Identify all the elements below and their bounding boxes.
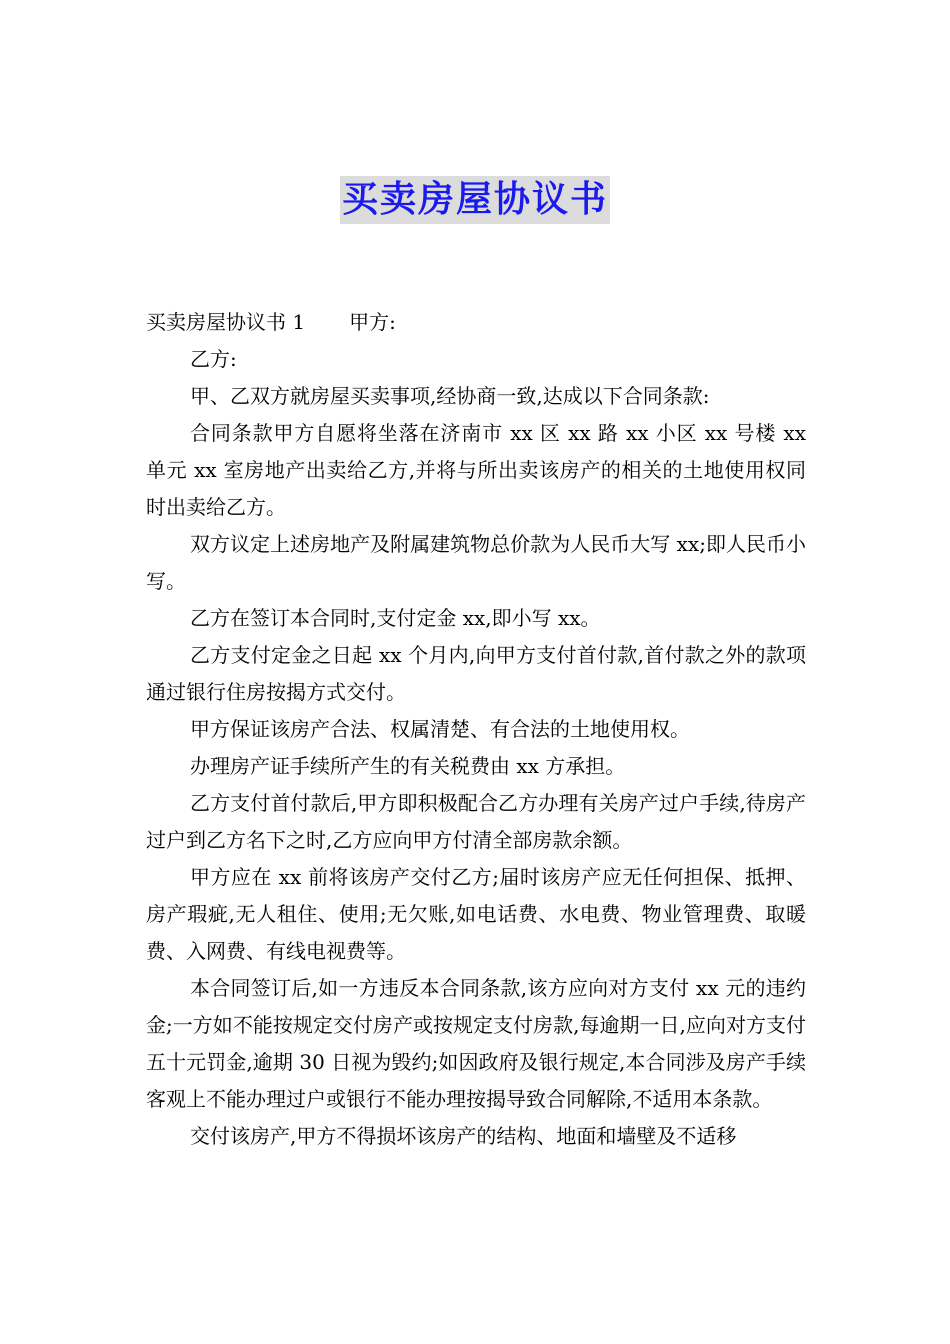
document-body [146,304,806,1155]
paragraph-breach-clause: 本合同签订后,如一方违反本合同条款,该方应向对方支付 xx 元的违约金;一方如不能按规定交付房产或按规定支付房款,每逾期一日,应向对方支付五十元罚金,逾期 30 日视为毁约;如因政府及银行规定,本合同涉及房产手续客观上不能办理过户或银行不能办理按揭导致合同解除,不适用本条款。 [146,976,806,1111]
paragraph-transfer-clause: 乙方支付首付款后,甲方即积极配合乙方办理有关房产过户手续,待房产过户到乙方名下之时,乙方应向甲方付清全部房款余额。 [146,791,806,852]
document-subtitle: 买卖房屋协议书 1 [146,310,306,334]
party-a-label: 甲方: [349,310,396,334]
paragraph-guarantee-clause: 甲方保证该房产合法、权属清楚、有合法的土地使用权。 [190,717,690,741]
paragraph-handover-clause: 交付该房产,甲方不得损坏该房产的结构、地面和墙壁及不适移 [190,1124,737,1148]
paragraph-delivery-clause: 甲方应在 xx 前将该房产交付乙方;届时该房产应无任何担保、抵押、房产瑕疵,无人租住、使用;无欠账,如电话费、水电费、物业管理费、取暖费、入网费、有线电视费等。 [146,865,806,963]
paragraph-deposit-clause: 乙方在签订本合同时,支付定金 xx,即小写 xx。 [190,606,601,630]
paragraph-party-b: 乙方: [190,347,237,371]
paragraph-tax-clause: 办理房产证手续所产生的有关税费由 xx 方承担。 [190,754,626,778]
paragraph-payment-clause: 乙方支付定金之日起 xx 个月内,向甲方支付首付款,首付款之外的款项通过银行住房按揭方式交付。 [146,643,806,704]
paragraph-price-clause: 双方议定上述房地产及附属建筑物总价款为人民币大写 xx;即人民币小写。 [146,532,806,593]
paragraph-property-clause: 合同条款甲方自愿将坐落在济南市 xx 区 xx 路 xx 小区 xx 号楼 xx 单元 xx 室房地产出卖给乙方,并将与所出卖该房产的相关的土地使用权同时出卖给乙方。 [146,421,806,519]
document-title: 买卖房屋协议书 [340,176,610,224]
title-container [0,176,950,224]
first-line [146,304,806,341]
paragraph-preamble: 甲、乙双方就房屋买卖事项,经协商一致,达成以下合同条款: [190,384,710,408]
